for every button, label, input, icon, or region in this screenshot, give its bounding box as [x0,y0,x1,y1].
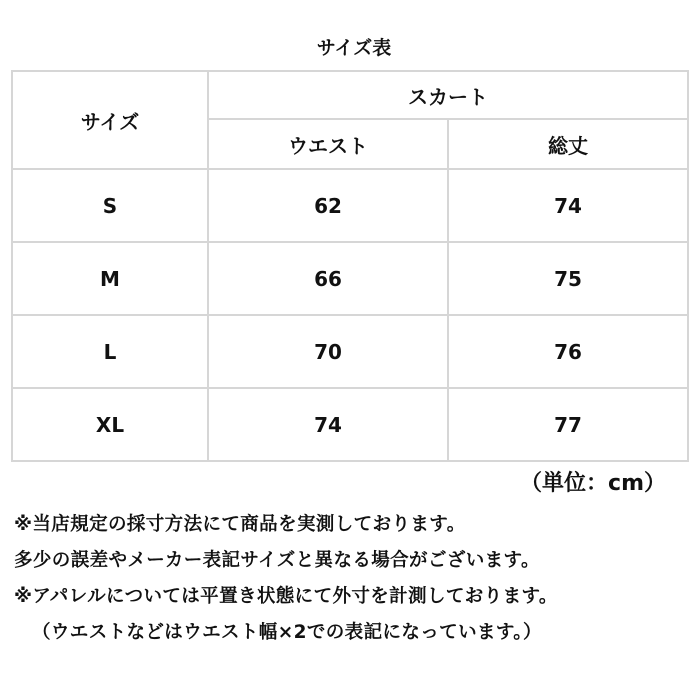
table-header-row-1 [12,71,688,119]
length-cell: 75 [448,242,688,315]
size-cell: XL [12,388,208,461]
page-title [0,33,700,60]
notes [14,507,694,651]
length-cell: 76 [448,315,688,388]
length-cell: 74 [448,169,688,242]
table-row [12,388,688,461]
note-line: （ウエストなどはウエスト幅×2での表記になっています。） [32,622,542,643]
size-cell: M [12,242,208,315]
note-line: ※アパレルについては平置き状態にて外寸を計測しております。 [14,586,558,607]
title-text: サイズ表 [316,37,392,59]
size-header: サイズ [12,71,208,169]
size-cell: S [12,169,208,242]
note-line: 多少の誤差やメーカー表記サイズと異なる場合がございます。 [14,550,540,571]
length-header: 総丈 [448,119,688,169]
waist-cell: 66 [208,242,448,315]
table-row [12,169,688,242]
waist-cell: 70 [208,315,448,388]
size-table [11,70,689,462]
size-cell: L [12,315,208,388]
waist-cell: 74 [208,388,448,461]
table-row [12,242,688,315]
waist-header: ウエスト [208,119,448,169]
waist-cell: 62 [208,169,448,242]
note-line: ※当店規定の採寸方法にて商品を実測しております。 [14,514,466,535]
skirt-header: スカート [208,71,688,119]
table-row [12,315,688,388]
unit-label: （単位：cm） [520,471,666,496]
length-cell: 77 [448,388,688,461]
